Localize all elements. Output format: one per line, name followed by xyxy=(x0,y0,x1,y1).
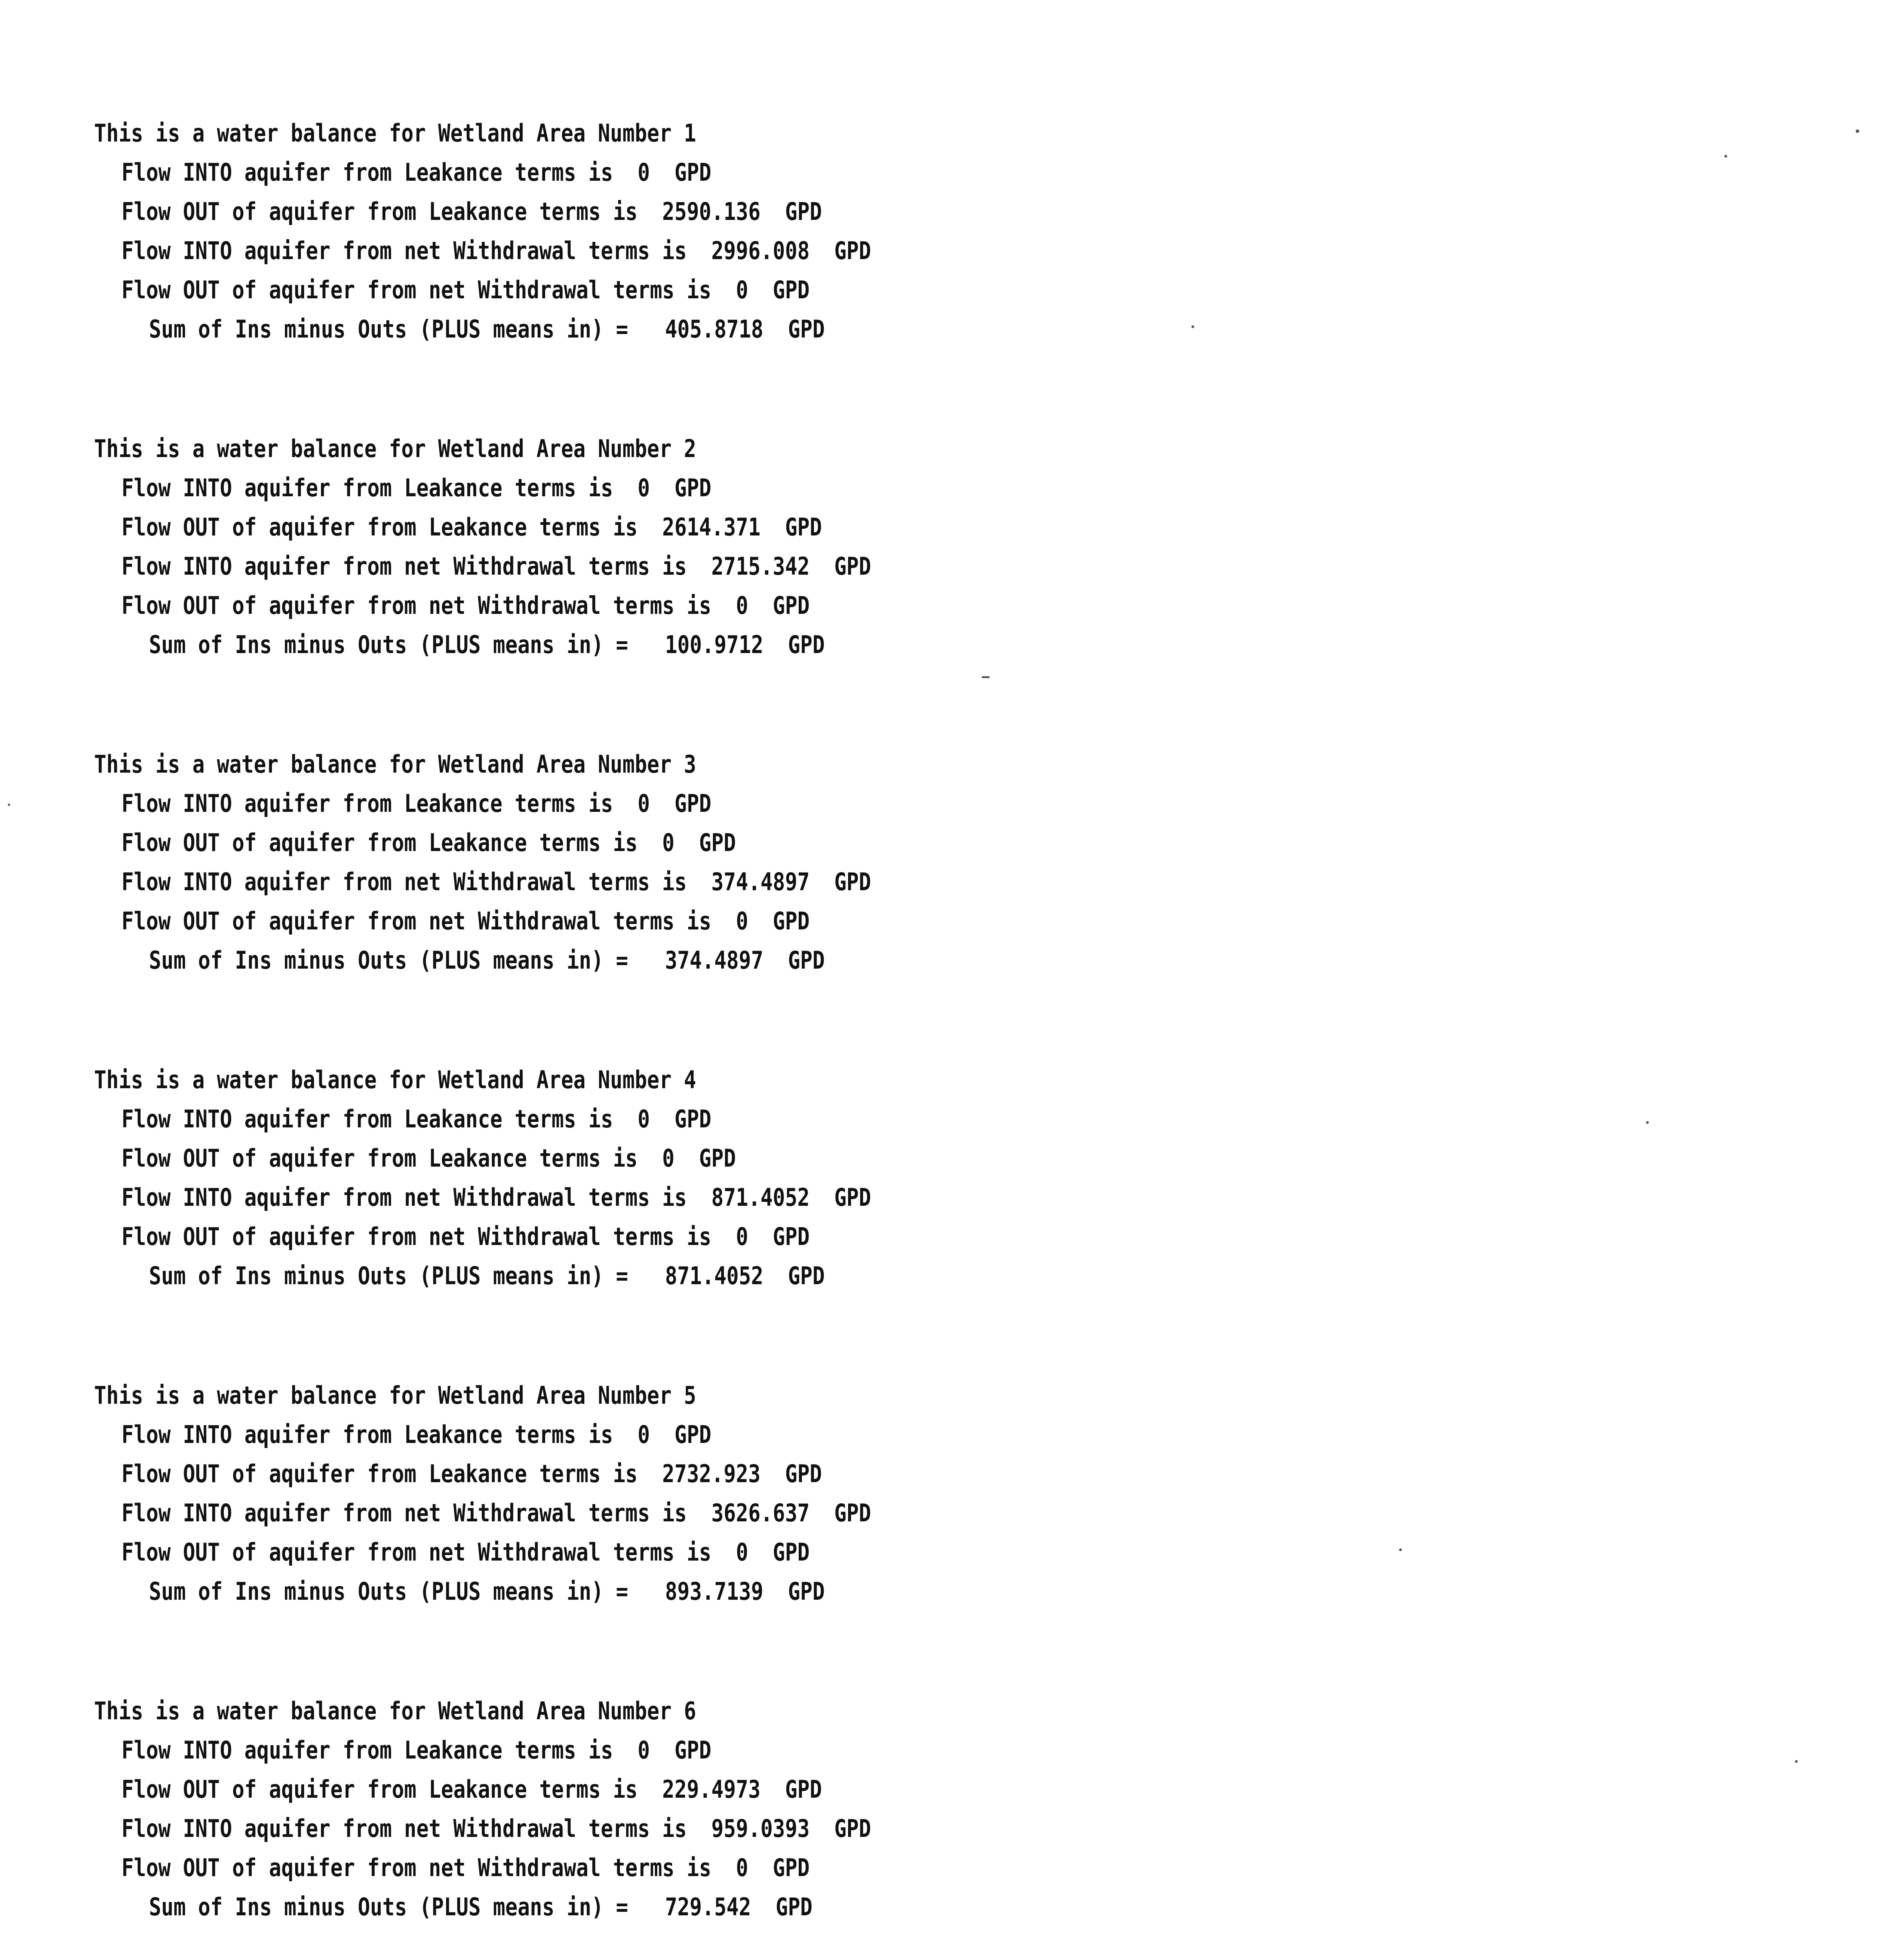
leakance-outflow-line: Flow OUT of aquifer from Leakance terms is 229.4973 GPD xyxy=(121,1775,822,1804)
withdrawal-outflow-line: Flow OUT of aquifer from net Withdrawal terms is 0 GPD xyxy=(121,1222,810,1251)
leakance-inflow-line: Flow INTO aquifer from Leakance terms is 0 GPD xyxy=(121,158,712,187)
balance-title: This is a water balance for Wetland Area Number 4 xyxy=(94,1065,696,1094)
balance-sum-line: Sum of Ins minus Outs (PLUS means in) = 729.542 GPD xyxy=(149,1893,813,1921)
leakance-inflow-line: Flow INTO aquifer from Leakance terms is 0 GPD xyxy=(121,1105,712,1133)
scan-speck xyxy=(1724,155,1727,158)
withdrawal-inflow-line: Flow INTO aquifer from net Withdrawal terms is 2996.008 GPD xyxy=(121,236,871,265)
leakance-outflow-line: Flow OUT of aquifer from Leakance terms is 0 GPD xyxy=(121,828,736,857)
balance-sum-line: Sum of Ins minus Outs (PLUS means in) = 100.9712 GPD xyxy=(149,630,825,659)
withdrawal-inflow-line: Flow INTO aquifer from net Withdrawal terms is 3626.637 GPD xyxy=(121,1499,871,1527)
withdrawal-outflow-line: Flow OUT of aquifer from net Withdrawal terms is 0 GPD xyxy=(121,276,810,304)
scan-speck xyxy=(1856,129,1859,133)
balance-title: This is a water balance for Wetland Area Number 2 xyxy=(94,434,696,463)
leakance-outflow-line: Flow OUT of aquifer from Leakance terms is 0 GPD xyxy=(121,1144,736,1172)
withdrawal-outflow-line: Flow OUT of aquifer from net Withdrawal terms is 0 GPD xyxy=(121,907,810,935)
balance-title: This is a water balance for Wetland Area Number 5 xyxy=(94,1381,696,1410)
balance-sum-line: Sum of Ins minus Outs (PLUS means in) = 893.7139 GPD xyxy=(149,1577,825,1606)
scan-speck xyxy=(1399,1548,1402,1551)
leakance-inflow-line: Flow INTO aquifer from Leakance terms is 0 GPD xyxy=(121,474,712,502)
balance-title: This is a water balance for Wetland Area Number 1 xyxy=(94,119,696,147)
leakance-outflow-line: Flow OUT of aquifer from Leakance terms is 2614.371 GPD xyxy=(121,513,822,541)
leakance-inflow-line: Flow INTO aquifer from Leakance terms is 0 GPD xyxy=(121,1736,712,1764)
leakance-inflow-line: Flow INTO aquifer from Leakance terms is 0 GPD xyxy=(121,1420,712,1449)
withdrawal-inflow-line: Flow INTO aquifer from net Withdrawal terms is 374.4897 GPD xyxy=(121,867,871,896)
balance-sum-line: Sum of Ins minus Outs (PLUS means in) = 374.4897 GPD xyxy=(149,946,825,975)
withdrawal-inflow-line: Flow INTO aquifer from net Withdrawal terms is 959.0393 GPD xyxy=(121,1814,871,1843)
withdrawal-inflow-line: Flow INTO aquifer from net Withdrawal terms is 871.4052 GPD xyxy=(121,1183,871,1212)
withdrawal-outflow-line: Flow OUT of aquifer from net Withdrawal terms is 0 GPD xyxy=(121,1538,810,1566)
scan-speck xyxy=(1191,325,1194,328)
leakance-inflow-line: Flow INTO aquifer from Leakance terms is 0 GPD xyxy=(121,789,712,818)
balance-sum-line: Sum of Ins minus Outs (PLUS means in) = 405.8718 GPD xyxy=(149,315,825,343)
leakance-outflow-line: Flow OUT of aquifer from Leakance terms is 2590.136 GPD xyxy=(121,197,822,226)
balance-title: This is a water balance for Wetland Area Number 6 xyxy=(94,1697,696,1725)
balance-title: This is a water balance for Wetland Area Number 3 xyxy=(94,750,696,779)
scan-speck xyxy=(8,804,10,806)
balance-sum-line: Sum of Ins minus Outs (PLUS means in) = 871.4052 GPD xyxy=(149,1261,825,1290)
leakance-outflow-line: Flow OUT of aquifer from Leakance terms is 2732.923 GPD xyxy=(121,1459,822,1488)
withdrawal-outflow-line: Flow OUT of aquifer from net Withdrawal terms is 0 GPD xyxy=(121,1853,810,1882)
scan-speck xyxy=(982,676,990,678)
withdrawal-inflow-line: Flow INTO aquifer from net Withdrawal terms is 2715.342 GPD xyxy=(121,552,871,581)
scan-speck xyxy=(1795,1760,1798,1763)
scan-speck xyxy=(1646,1121,1649,1124)
withdrawal-outflow-line: Flow OUT of aquifer from net Withdrawal terms is 0 GPD xyxy=(121,591,810,620)
